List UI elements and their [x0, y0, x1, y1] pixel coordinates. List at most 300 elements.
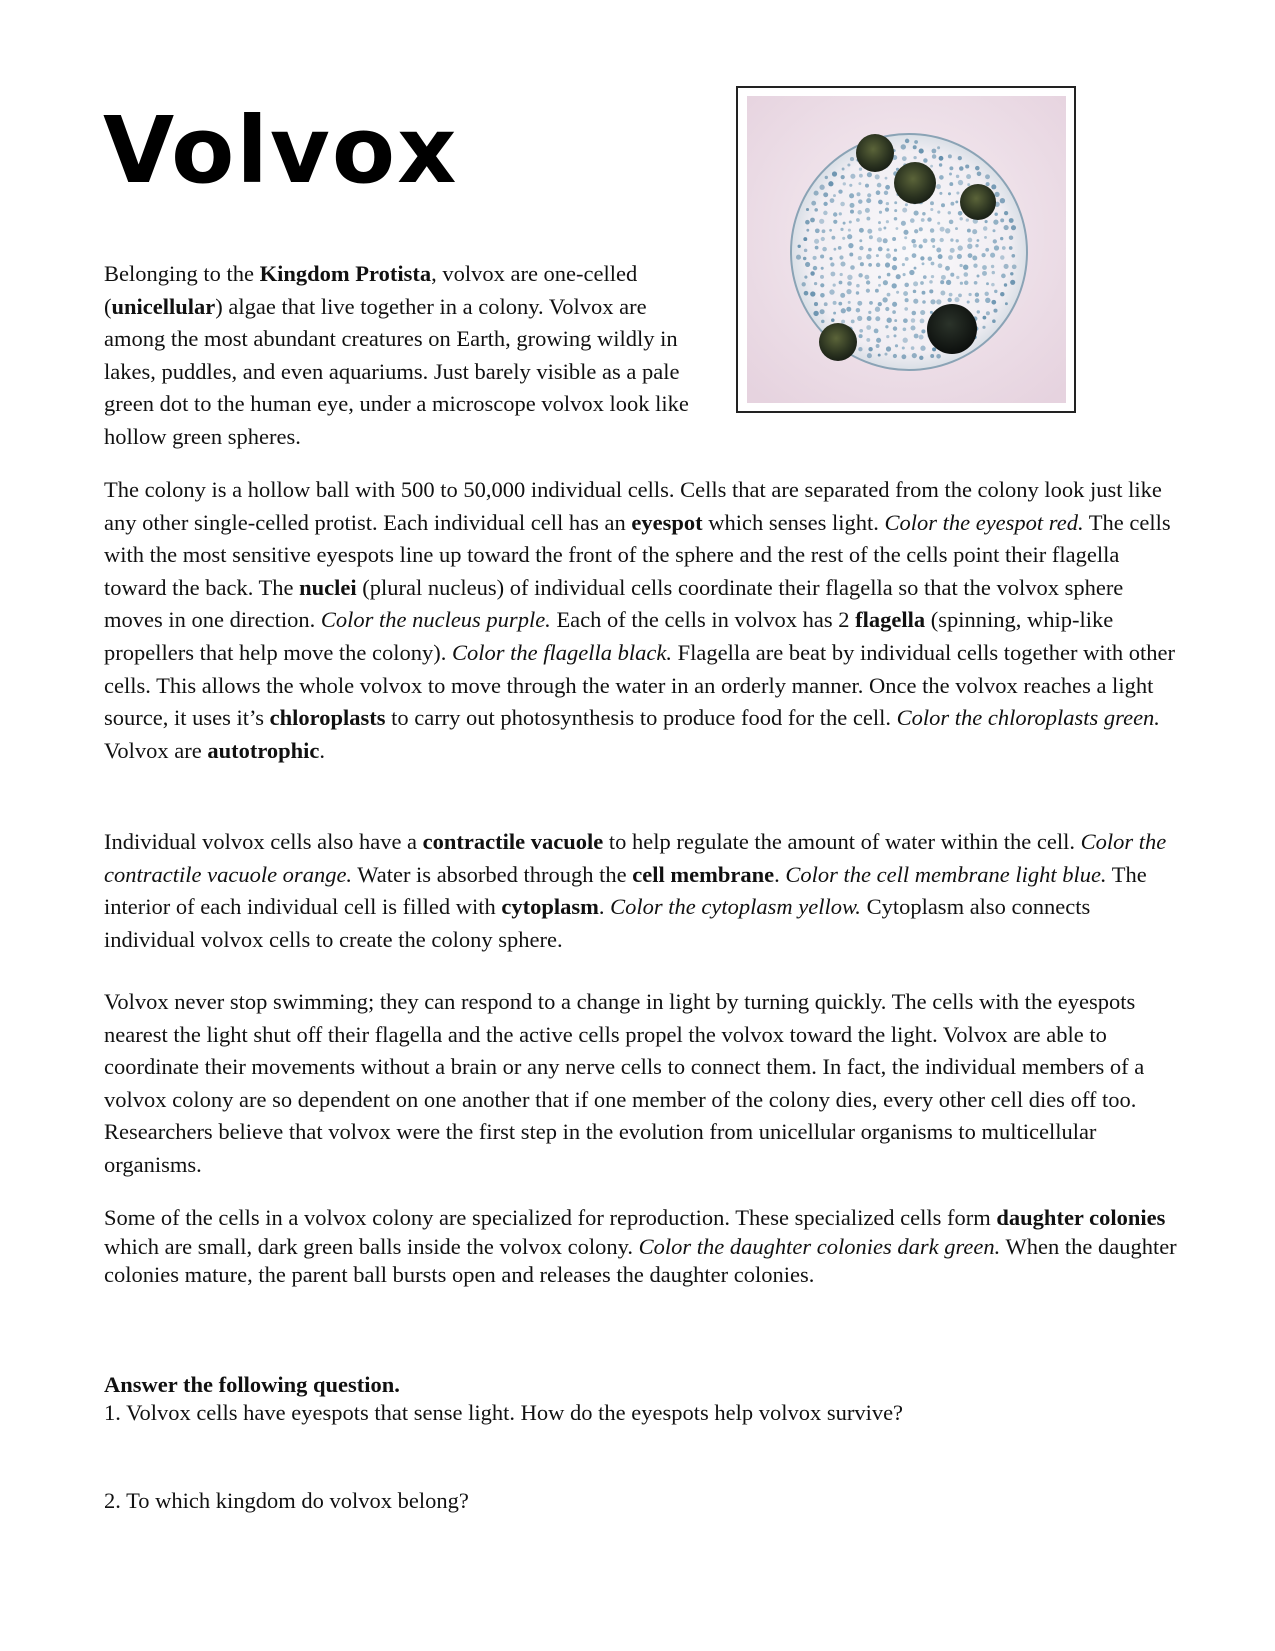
colony-cell — [1005, 302, 1008, 305]
colony-cell — [867, 353, 872, 358]
colony-cell — [814, 239, 819, 244]
colony-cell — [914, 267, 917, 270]
colony-cell — [956, 239, 959, 242]
colony-cell — [973, 264, 977, 268]
colony-cell — [904, 283, 909, 288]
colony-cell — [893, 326, 897, 330]
colony-cell — [850, 157, 854, 161]
colony-cell — [922, 212, 926, 216]
colony-cell — [840, 228, 843, 231]
colony-cell — [892, 302, 897, 307]
colony-cell — [892, 265, 897, 270]
colony-cell — [814, 282, 817, 285]
colony-cell — [887, 318, 892, 323]
colony-cell — [990, 253, 995, 258]
colony-cell — [1012, 264, 1017, 269]
swimming-paragraph — [104, 986, 1194, 1182]
colony-cell — [922, 291, 926, 295]
colony-cell — [950, 202, 954, 206]
colony-cell — [804, 249, 808, 253]
colony-cell — [982, 271, 987, 276]
text-run: . — [598, 894, 611, 920]
colony-cell — [991, 283, 995, 287]
colony-cell — [864, 275, 869, 280]
colony-cell — [830, 262, 834, 266]
colony-cell — [882, 297, 887, 302]
colony-cell — [806, 229, 809, 232]
colony-cell — [913, 244, 917, 248]
colony-cell — [946, 280, 951, 285]
text-run: . — [774, 861, 786, 887]
colony-cell — [1009, 218, 1014, 223]
text-run: to carry out photosynthesis to produce food for the cell. — [385, 705, 897, 731]
colony-cell — [802, 282, 806, 286]
colony-cell — [948, 255, 953, 260]
colony-cell — [869, 301, 873, 305]
text-run: Individual volvox cells also have a — [104, 829, 423, 854]
colony-cell — [831, 236, 835, 240]
colony-cell — [930, 208, 933, 211]
colony-cell — [939, 175, 944, 180]
text-run: (plural nucleus) of individual cells coordinate their flagella so that the volvox sphere moves in one direction. — [104, 574, 1124, 633]
colony-cell — [876, 263, 880, 267]
colony-cell — [823, 202, 827, 206]
colony-cell — [821, 320, 825, 324]
colony-cell — [875, 174, 880, 179]
daughter-colony — [960, 184, 996, 220]
colony-cell — [904, 236, 907, 239]
colony-cell — [815, 246, 819, 250]
colony-cell — [914, 211, 919, 216]
colony-cell — [884, 191, 888, 195]
colony-cell — [938, 254, 943, 259]
colony-cell — [886, 346, 891, 351]
colony-cell — [867, 193, 871, 197]
bold-term: cell membrane — [632, 861, 775, 887]
colony-cell — [876, 344, 880, 348]
colony-cell — [965, 164, 969, 168]
colony-cell — [892, 237, 896, 241]
coloring-instruction: Color the contractile vacuole orange. — [104, 829, 1167, 887]
colony-cell — [851, 319, 855, 323]
colony-cell — [1011, 254, 1015, 258]
colony-cell — [866, 289, 870, 293]
colony-cell — [959, 217, 962, 220]
colony-cell — [878, 302, 882, 306]
colony-cell — [877, 183, 882, 188]
colony-cell — [814, 191, 819, 196]
colony-cell — [876, 254, 879, 257]
colony-cell — [903, 318, 908, 323]
colony-cell — [841, 320, 845, 324]
text-run: Each of the cells in volvox has 2 — [550, 607, 856, 633]
colony-cell — [967, 183, 970, 186]
colony-cell — [912, 253, 917, 258]
colony-cell — [913, 156, 916, 159]
colony-cell — [805, 220, 810, 225]
text-run: which are small, dark green balls inside the volvox colony. — [104, 1233, 639, 1259]
colony-cell — [958, 180, 963, 185]
colony-cell — [1009, 235, 1013, 239]
colony-cell — [972, 229, 977, 234]
colony-cell — [830, 272, 835, 277]
colony-cell — [941, 203, 945, 207]
colony-cell — [928, 256, 933, 261]
colony-cell — [964, 272, 969, 277]
colony-cell — [860, 262, 864, 266]
colony-cell — [985, 292, 989, 296]
colony-cell — [878, 228, 882, 232]
colony-cell — [911, 346, 915, 350]
colony-cell — [847, 234, 852, 239]
colony-cell — [936, 354, 941, 359]
colony-cell — [839, 212, 842, 215]
colony-cell — [932, 154, 936, 158]
colony-cell — [994, 245, 999, 250]
coloring-instruction: Color the cytoplasm yellow. — [610, 894, 861, 920]
colony-cell — [959, 166, 964, 171]
colony-cell — [950, 248, 955, 253]
colony-cell — [994, 290, 997, 293]
colony-cell — [949, 220, 954, 225]
colony-cell — [977, 239, 980, 242]
colony-cell — [883, 238, 888, 243]
colony-cell — [993, 309, 997, 313]
colony-cell — [959, 264, 962, 267]
colony-cell — [878, 276, 881, 279]
colony-cell — [849, 253, 853, 257]
colony-cell — [1000, 292, 1004, 296]
colony-cell — [932, 347, 936, 351]
colony-cell — [949, 173, 952, 176]
colony-cell — [895, 227, 898, 230]
colony-cell — [964, 281, 969, 286]
colony-cell — [868, 347, 872, 351]
colony-cell — [893, 354, 897, 358]
colony-cell — [838, 302, 842, 306]
colony-cell — [968, 293, 971, 296]
colony-cell — [878, 354, 881, 357]
colony-cell — [921, 218, 925, 222]
colony-cell — [986, 182, 990, 186]
colony-cell — [904, 307, 908, 311]
questions-heading: Answer the following question. — [104, 1372, 400, 1397]
colony-cell — [822, 247, 827, 252]
daughter-colony — [927, 304, 977, 354]
colony-cell — [931, 238, 936, 243]
colony-cell — [843, 182, 846, 185]
colony-cell — [914, 229, 918, 233]
colony-cell — [892, 310, 896, 314]
coloring-instruction: Color the flagella black. — [452, 639, 672, 665]
bold-term: nuclei — [299, 574, 357, 600]
colony-cell — [833, 220, 837, 224]
colony-cell — [903, 291, 908, 296]
text-run: ) algae that live together in a colony. Volvox are among the most abundant creatures on Earth, growing wildly in lakes, puddles, and even aquariums. Just barely visible as a pale green dot to the human eye, under a microscope volvox look like hollow green spheres. — [104, 293, 689, 449]
colony-cell — [920, 256, 924, 260]
colony-cell — [858, 199, 862, 203]
colony-cell — [991, 184, 996, 189]
colony-cell — [885, 177, 888, 180]
colony-cell — [875, 289, 879, 293]
colony-cell — [886, 253, 891, 258]
colony-cell — [945, 228, 950, 233]
colony-cell — [1010, 272, 1013, 275]
bold-term: autotrophic — [207, 737, 320, 763]
text-run: Water is absorbed through the — [352, 861, 633, 887]
colony-cell — [886, 220, 889, 223]
colony-cell — [982, 265, 987, 270]
colony-cell — [930, 354, 934, 358]
colony-cell — [922, 262, 925, 265]
cell-structure-paragraph — [104, 826, 1184, 956]
volvox-photo — [736, 86, 1076, 413]
colony-cell — [927, 217, 931, 221]
colony-cell — [857, 316, 862, 321]
colony-cell — [866, 198, 871, 203]
colony-cell — [819, 185, 824, 190]
colony-cell — [920, 281, 924, 285]
colony-cell — [887, 293, 891, 297]
colony-cell — [848, 301, 851, 304]
colony-cell — [879, 211, 882, 214]
colony-cell — [1002, 246, 1006, 250]
colony-cell — [910, 325, 915, 330]
colony-cell — [858, 256, 862, 260]
colony-cell — [930, 165, 933, 168]
coloring-instruction: Color the cell membrane light blue. — [785, 861, 1107, 887]
colony-cell — [1004, 264, 1009, 269]
colony-cell — [859, 228, 864, 233]
bold-term: flagella — [855, 607, 926, 633]
questions-section — [104, 1371, 1184, 1513]
text-run: . — [319, 737, 326, 763]
colony-cell — [887, 273, 891, 277]
colony-cell — [822, 229, 826, 233]
colony-cell — [894, 209, 897, 212]
bold-term: eyespot — [631, 509, 703, 535]
colony-cell — [839, 281, 843, 285]
text-run: Volvox never stop swimming; they can respond to a change in light by turning quickly. The cells with the eyespots nearest the light shut off their flagella and the active cells propel the volvox toward the light. Volvox are able to coordinate their movements without a brain or any nerve cells to connect them. In fact, the individual members of a volvox colony are so dependent on one another that if one member of the colony dies, every other cell dies off too. Researchers believe that volvox were the first step in the evolution from unicellular organisms to multicellular organisms. — [104, 989, 1145, 1177]
colony-cell — [849, 220, 852, 223]
colony-cell — [810, 271, 814, 275]
colony-cell — [892, 283, 897, 288]
daughter-colony — [894, 162, 936, 204]
colony-cell — [859, 174, 863, 178]
colony-cell — [859, 246, 863, 250]
colony-cell — [948, 154, 952, 158]
colony-cell — [975, 298, 980, 303]
colony-cell — [796, 255, 801, 260]
colony-cell — [948, 298, 952, 302]
colony-cell — [966, 218, 969, 221]
colony-cell — [936, 184, 941, 189]
colony-cell — [798, 245, 801, 248]
colony-cell — [945, 266, 950, 271]
colony-cell — [859, 239, 862, 242]
colony-cell — [886, 202, 889, 205]
colony-cell — [949, 293, 953, 297]
daughter-colony — [856, 134, 894, 172]
colony-cell — [875, 307, 880, 312]
coloring-instruction: Color the daughter colonies dark green. — [638, 1233, 1001, 1259]
colony-cell — [894, 319, 897, 322]
text-run: Volvox are — [104, 737, 208, 763]
colony-cell — [956, 276, 959, 279]
colony-cell — [984, 236, 987, 239]
colony-cell — [866, 280, 870, 284]
colony-cell — [865, 184, 869, 188]
colony-cell — [894, 201, 897, 204]
colony-cell — [840, 273, 843, 276]
colony-cell — [991, 265, 994, 268]
colony-cell — [868, 311, 871, 314]
colony-cell — [919, 335, 924, 340]
colony-cell — [833, 301, 837, 305]
colony-cell — [902, 208, 907, 213]
colony-cell — [878, 247, 883, 252]
colony-cell — [810, 291, 815, 296]
colony-cell — [940, 238, 944, 242]
colony-cell — [901, 144, 906, 149]
colony-cell — [931, 262, 935, 266]
colony-cell — [930, 299, 935, 304]
colony-cell — [850, 203, 855, 208]
colony-cell — [977, 172, 982, 177]
colony-cell — [866, 217, 870, 221]
colony-cell — [948, 211, 951, 214]
colony-cell — [958, 156, 962, 160]
colony-cell — [983, 226, 987, 230]
colony-cell — [931, 275, 934, 278]
colony-cell — [858, 273, 862, 277]
colony-cell — [849, 193, 854, 198]
colony-cell — [968, 253, 973, 258]
bold-term: Kingdom Protista — [259, 261, 432, 286]
colony-cell — [866, 254, 871, 259]
colony-cell — [958, 245, 963, 250]
colony-cell — [930, 228, 934, 232]
colony-cell — [841, 175, 845, 179]
colony-cell — [960, 282, 963, 285]
colony-cell — [939, 192, 942, 195]
colony-cell — [876, 338, 881, 343]
colony-cell — [920, 346, 925, 351]
colony-cell — [940, 227, 945, 232]
colony-cell — [903, 230, 908, 235]
colony-cell — [912, 311, 917, 316]
colony-cell — [834, 248, 837, 251]
bold-term: contractile vacuole — [422, 829, 604, 854]
colony-cell — [993, 219, 998, 224]
colony-cell — [977, 310, 980, 313]
colony-cell — [982, 326, 985, 329]
colony-cell — [865, 208, 870, 213]
colony-cell — [923, 238, 928, 243]
colony-cell — [821, 267, 824, 270]
colony-cell — [829, 257, 832, 260]
colony-cell — [846, 307, 851, 312]
colony-cell — [856, 218, 860, 222]
colony-cell — [830, 198, 835, 203]
colony-cell — [1010, 280, 1015, 285]
colony-cell — [820, 293, 825, 298]
colony-cell — [905, 203, 908, 206]
colony-cell — [896, 274, 901, 279]
text-run: which senses light. — [702, 509, 885, 535]
colony-cell — [901, 354, 906, 359]
bold-term: chloroplasts — [269, 705, 386, 731]
colony-cell — [956, 191, 959, 194]
colony-cell — [985, 248, 989, 252]
colony-cell — [948, 192, 951, 195]
colony-cell — [963, 265, 968, 270]
volvox-micrograph-image — [747, 96, 1066, 403]
text-run: Cytoplasm also connects individual volvox cells to create the colony sphere. — [104, 894, 1091, 952]
colony-cell — [804, 291, 809, 296]
colony-cell — [883, 227, 886, 230]
colony-cell — [905, 257, 909, 261]
colony-cell — [950, 238, 953, 241]
colony-cell — [937, 211, 940, 214]
colony-cell — [958, 211, 963, 216]
colony-cell — [842, 237, 845, 240]
colony-cell — [992, 271, 995, 274]
colony-cell — [937, 146, 940, 149]
colony-cell — [850, 210, 854, 214]
text-run: When the daughter colonies mature, the parent ball bursts open and releases the daughter colonies. — [104, 1233, 1177, 1287]
colony-cell — [919, 149, 924, 154]
colony-cell — [832, 171, 837, 176]
colony-cell — [985, 174, 990, 179]
colony-cell — [981, 253, 985, 257]
colony-cell — [930, 201, 934, 205]
colony-cell — [820, 309, 825, 314]
colony-cell — [874, 329, 879, 334]
colony-cell — [1011, 225, 1016, 230]
colony-cell — [974, 281, 978, 285]
reproduction-paragraph — [104, 1204, 1184, 1290]
colony-cell — [867, 316, 872, 321]
colony-cell — [1000, 198, 1005, 203]
colony-cell — [910, 218, 915, 223]
colony-cell — [1004, 225, 1009, 230]
colony-cell — [896, 291, 899, 294]
text-run: Belonging to the — [104, 261, 260, 286]
colony-cell — [993, 229, 996, 232]
colony-cell — [823, 211, 827, 215]
colony-cell — [920, 310, 925, 315]
colony-cell — [914, 140, 918, 144]
colony-cell — [857, 192, 861, 196]
colony-cell — [993, 239, 997, 243]
colony-cell — [894, 217, 898, 221]
colony-cell — [992, 319, 996, 323]
colony-cell — [859, 329, 863, 333]
colony-cell — [877, 237, 882, 242]
colony-cell — [977, 275, 980, 278]
colony-cell — [878, 200, 883, 205]
colony-cell — [939, 163, 942, 166]
colony-cell — [903, 338, 908, 343]
colony-cell — [829, 289, 834, 294]
colony-cell — [885, 185, 890, 190]
colony-cell — [966, 174, 971, 179]
colony-cell — [831, 318, 835, 322]
colony-cell — [858, 347, 862, 351]
colony-cell — [858, 182, 861, 185]
page-title: Volvox — [103, 97, 459, 204]
